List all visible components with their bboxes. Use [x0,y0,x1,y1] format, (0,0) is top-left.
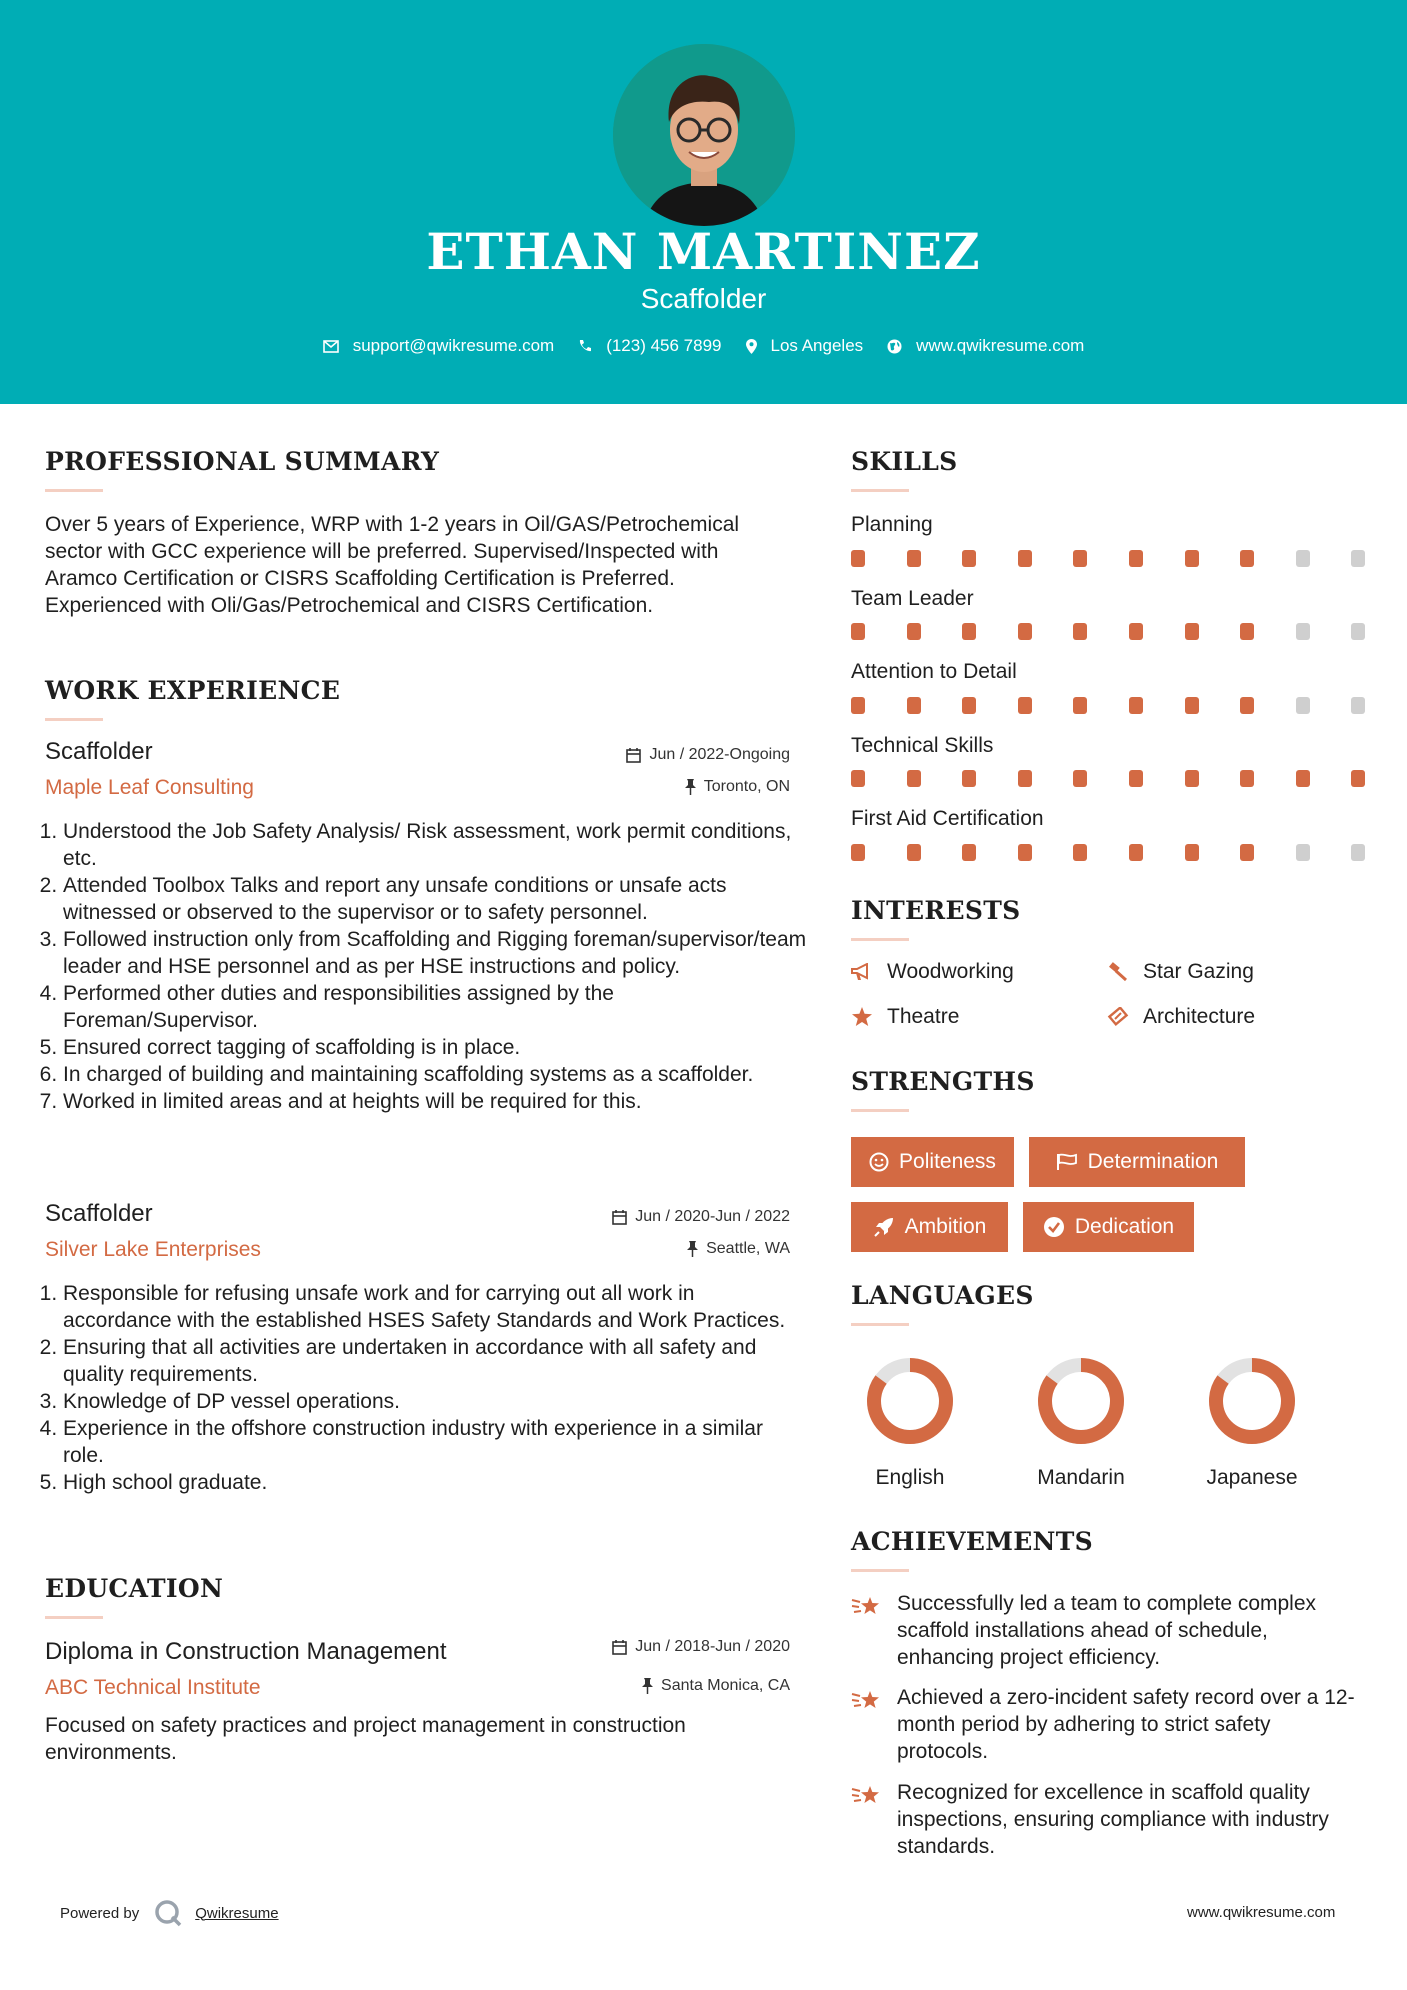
job-1-title: Scaffolder [45,738,153,765]
footer-powered-by [60,1898,279,1928]
powered-by-label: Powered by [60,1904,140,1922]
skill-dot [851,844,865,861]
language-label: Japanese [1206,1466,1298,1489]
skill-dot [1018,550,1032,567]
skill-label: Planning [851,513,933,536]
skill-dot [1240,550,1254,567]
experience-heading: WORK EXPERIENCE [45,676,341,705]
skill-dot [1129,697,1143,714]
interest-item: Theatre [851,1005,959,1029]
skill-dot [1240,844,1254,861]
shooting-star-icon [851,1686,883,1716]
pushpin-icon [642,1678,653,1694]
phone-icon [578,339,592,353]
skill-dot [1073,844,1087,861]
strength-badge: Determination [1029,1137,1245,1187]
star-icon [851,1007,873,1027]
education-underline [45,1616,103,1619]
shooting-star-icon [851,1781,883,1811]
skill-rating [851,844,1407,861]
skills-underline [851,489,909,492]
skill-dot [1296,844,1310,861]
brand-link[interactable]: Qwikresume [195,1904,279,1922]
avatar [613,44,795,226]
skill-dot [962,770,976,787]
contact-website[interactable] [887,336,1084,356]
contact-email[interactable] [323,336,555,356]
rocket-icon [873,1216,895,1238]
list-item: 1. Responsible for refusing unsafe work and for carrying out all work in accordance with the established HSES Safety Standards and Work Practices. [63,1280,808,1334]
language-donut [1206,1355,1298,1447]
skill-rating [851,697,1407,714]
skill-rating [851,550,1407,567]
skill-dot [1240,770,1254,787]
skill-dot [1073,770,1087,787]
interests-heading: INTERESTS [851,896,1021,925]
website-text: www.qwikresume.com [916,336,1085,355]
language-label: Mandarin [1037,1466,1125,1489]
skill-dot [1240,697,1254,714]
school-name: ABC Technical Institute [45,1676,261,1699]
degree-title: Diploma in Construction Management [45,1638,447,1665]
skill-dot [1185,697,1199,714]
globe-icon [887,339,902,354]
skill-rating [851,623,1407,640]
job-2-title: Scaffolder [45,1200,153,1227]
skill-dot [1351,550,1365,567]
gavel-icon [1107,962,1129,982]
languages-underline [851,1323,909,1326]
skill-dot [1129,844,1143,861]
skill-label: Technical Skills [851,734,994,757]
list-item: 7. Worked in limited areas and at heights will be required for this. [63,1088,808,1115]
interest-item: Architecture [1107,1005,1255,1029]
language-donut [1035,1355,1127,1447]
skill-dot [1018,697,1032,714]
skill-dot [1018,623,1032,640]
job-2-duties [45,1280,808,1496]
header-banner [0,0,1407,404]
calendar-icon [626,747,641,763]
summary-heading: PROFESSIONAL SUMMARY [45,447,440,476]
skill-dot [1073,623,1087,640]
shooting-star-icon [851,1592,883,1622]
flag-icon [1056,1153,1078,1171]
skill-dot [962,697,976,714]
skill-dot [851,697,865,714]
language-item [1182,1355,1322,1490]
list-item: 2. Ensuring that all activities are undertaken in accordance with all safety and quality requirements. [63,1334,808,1388]
skill-dot [907,844,921,861]
skill-dot [1185,844,1199,861]
achievements-underline [851,1569,909,1572]
pushpin-icon [687,1241,698,1257]
skill-dot [1296,623,1310,640]
skill-dot [907,770,921,787]
achievement-item: Successfully led a team to complete complex scaffold installations ahead of schedule, enhancing project efficiency. [851,1590,1361,1671]
skill-dot [962,550,976,567]
language-item [840,1355,980,1490]
list-item: 4. Performed other duties and responsibilities assigned by the Foreman/Supervisor. [63,980,808,1034]
skill-dot [1240,623,1254,640]
pushpin-icon [685,779,696,795]
education-heading: EDUCATION [45,1574,224,1603]
skill-label: First Aid Certification [851,807,1044,830]
list-item: 3. Followed instruction only from Scaffolding and Rigging foreman/supervisor/team leader and HSE personnel and as per HSE instructions and policy. [63,926,808,980]
skill-dot [1351,623,1365,640]
strengths-underline [851,1109,909,1112]
skill-dot [1185,770,1199,787]
job-2-location: Seattle, WA [500,1240,790,1258]
location-text: Los Angeles [770,336,864,355]
skill-dot [851,623,865,640]
skill-dot [1185,623,1199,640]
qwikresume-logo-icon [153,1898,183,1928]
summary-underline [45,489,103,492]
skill-label: Team Leader [851,587,974,610]
experience-underline [45,718,103,721]
email-text: support@qwikresume.com [352,336,555,355]
candidate-name: ETHAN MARTINEZ [426,222,981,281]
education-location: Santa Monica, CA [500,1677,790,1695]
skill-dot [851,770,865,787]
skill-dot [1129,550,1143,567]
strength-badge: Dedication [1023,1202,1194,1252]
skill-dot [907,550,921,567]
contact-location [746,336,864,356]
skill-dot [1185,550,1199,567]
education-date: Jun / 2018-Jun / 2020 [500,1638,790,1656]
job-2-date: Jun / 2020-Jun / 2022 [500,1208,790,1226]
strengths-heading: STRENGTHS [851,1067,1035,1096]
skill-dot [1351,770,1365,787]
megaphone-icon [851,963,873,981]
skill-rating [851,770,1407,787]
language-label: English [875,1466,945,1489]
list-item: 5. High school graduate. [63,1469,808,1496]
skill-dot [1073,550,1087,567]
interests-underline [851,938,909,941]
map-pin-icon [746,339,757,354]
calendar-icon [612,1639,627,1655]
achievements-heading: ACHIEVEMENTS [851,1527,1093,1556]
skill-dot [907,623,921,640]
achievement-item: Achieved a zero-incident safety record over a 12-month period by adhering to strict safety protocols. [851,1684,1361,1765]
footer-website[interactable]: www.qwikresume.com [1187,1904,1336,1921]
interest-item: Star Gazing [1107,960,1254,984]
skill-dot [1296,550,1310,567]
skill-dot [1018,844,1032,861]
candidate-title: Scaffolder [640,283,767,314]
skill-dot [1296,770,1310,787]
envelope-icon [323,340,339,353]
skill-dot [851,550,865,567]
education-description: Focused on safety practices and project management in construction environments. [45,1714,686,1764]
skill-dot [1351,697,1365,714]
contact-bar [0,336,1407,356]
summary-text: Over 5 years of Experience, WRP with 1-2 years in Oil/GAS/Petrochemical sector with GCC experience will be preferred. Supervised/Inspected with Aramco Certification or CISRS Scaffolding Certification is Preferred. Experienced with Oli/Gas/Petrochemical and CISRS Certification. [45,513,740,617]
language-item [1011,1355,1151,1490]
contact-phone[interactable] [578,336,721,356]
list-item: 5. Ensured correct tagging of scaffolding is in place. [63,1034,808,1061]
job-1-location: Toronto, ON [500,778,790,796]
skill-dot [907,697,921,714]
languages-heading: LANGUAGES [851,1281,1034,1310]
check-circle-icon [1043,1216,1065,1238]
calendar-icon [612,1209,627,1225]
skill-dot [1129,623,1143,640]
phone-text: (123) 456 7899 [606,336,722,355]
strength-badge: Ambition [851,1202,1008,1252]
list-item: 6. In charged of building and maintaining scaffolding systems as a scaffolder. [63,1061,808,1088]
skill-dot [1018,770,1032,787]
skill-dot [1296,697,1310,714]
interest-item: Woodworking [851,960,1014,984]
skill-dot [1351,844,1365,861]
skills-heading: SKILLS [851,447,958,476]
skill-dot [1129,770,1143,787]
list-item: 2. Attended Toolbox Talks and report any unsafe conditions or unsafe acts witnessed or observed to the supervisor or to safety personnel. [63,872,808,926]
smile-icon [869,1152,889,1172]
language-donut [864,1355,956,1447]
job-1-date: Jun / 2022-Ongoing [500,746,790,764]
job-1-duties [45,818,808,1115]
skill-label: Attention to Detail [851,660,1017,683]
ticket-icon [1107,1007,1129,1027]
job-1-company: Maple Leaf Consulting [45,776,254,799]
skill-dot [962,623,976,640]
achievement-item: Recognized for excellence in scaffold quality inspections, ensuring compliance with industry standards. [851,1779,1361,1860]
list-item: 1. Understood the Job Safety Analysis/ Risk assessment, work permit conditions, etc. [63,818,808,872]
job-2-company: Silver Lake Enterprises [45,1238,261,1261]
skill-dot [1073,697,1087,714]
list-item: 3. Knowledge of DP vessel operations. [63,1388,808,1415]
list-item: 4. Experience in the offshore construction industry with experience in a similar role. [63,1415,808,1469]
strength-badge: Politeness [851,1137,1014,1187]
skill-dot [962,844,976,861]
